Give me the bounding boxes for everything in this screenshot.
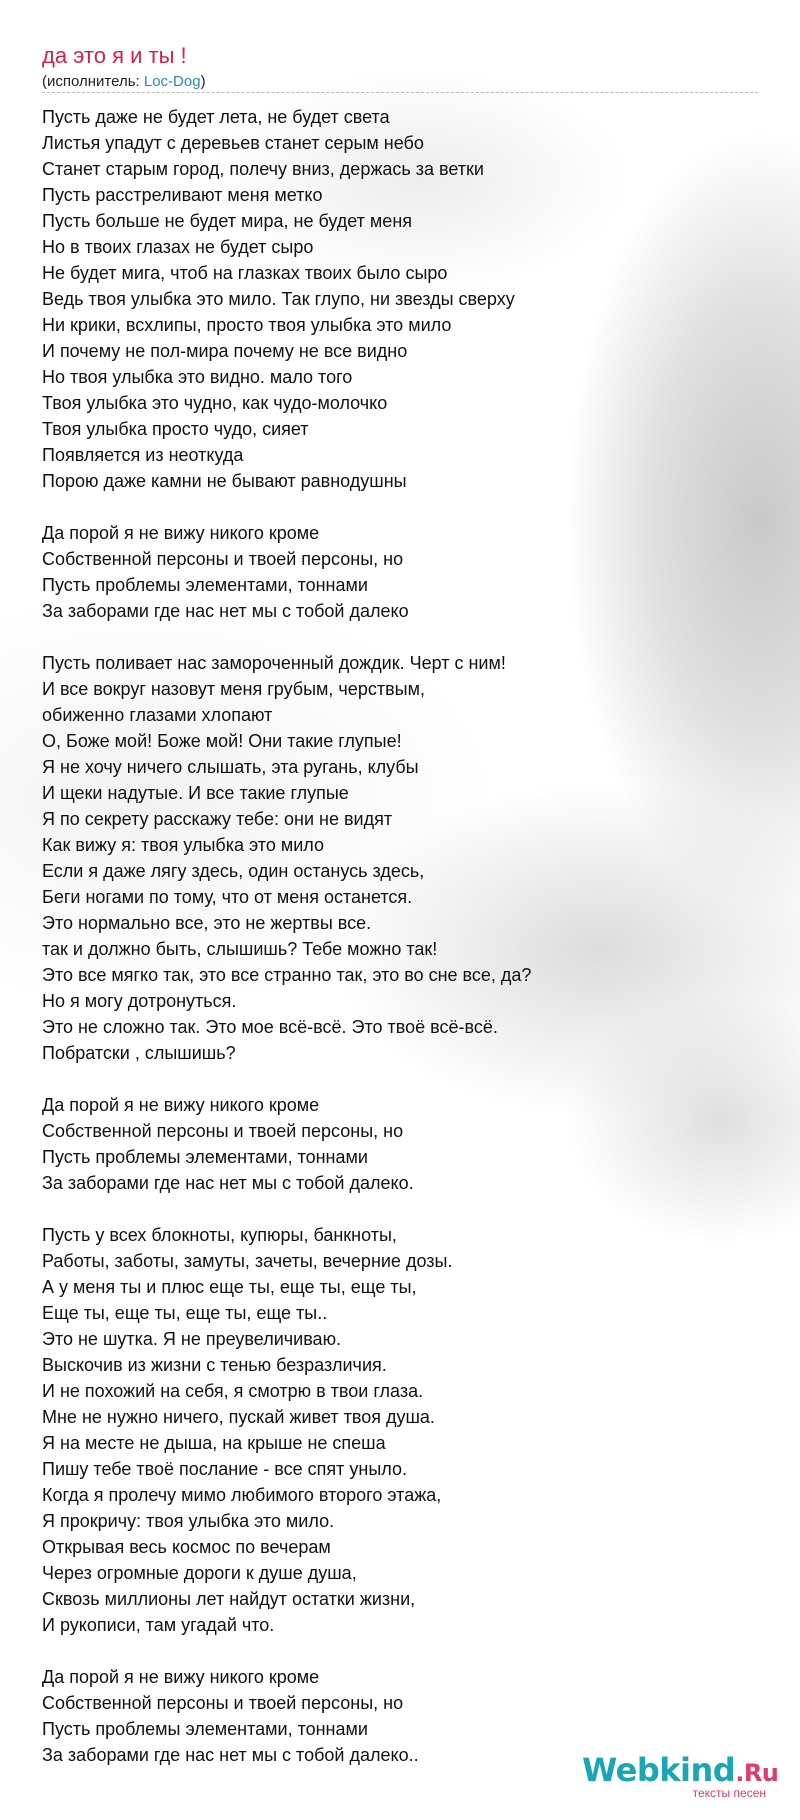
lyrics-line: Да порой я не вижу никого кроме bbox=[42, 1667, 320, 1687]
lyrics-line: Я прокричу: твоя улыбка это мило. bbox=[42, 1511, 335, 1531]
lyrics-line: Пишу тебе твоё послание - все спят уныло. bbox=[42, 1459, 408, 1479]
song-title: да это я и ты ! bbox=[42, 43, 187, 68]
lyrics-line: И почему не пол-мира почему не все видно bbox=[42, 341, 408, 361]
artist-line bbox=[42, 72, 758, 92]
lyrics-line: Пусть проблемы элементами, тоннами bbox=[42, 575, 368, 595]
lyrics-stanza bbox=[42, 1222, 758, 1638]
artist-prefix: (исполнитель: bbox=[42, 73, 144, 90]
lyrics-line: Я по секрету расскажу тебе: они не видят bbox=[42, 809, 393, 829]
lyrics-line: Я не хочу ничего слышать, эта ругань, клубы bbox=[42, 757, 419, 777]
lyrics-line: За заборами где нас нет мы с тобой далеко bbox=[42, 601, 409, 621]
artist-suffix: ) bbox=[200, 73, 206, 90]
lyrics-line: Ни крики, всхлипы, просто твоя улыбка это мило bbox=[42, 315, 452, 335]
lyrics-line: Это все мягко так, это все странно так, это во сне все, да? bbox=[42, 965, 532, 985]
lyrics-line: Пусть больше не будет мира, не будет меня bbox=[42, 211, 413, 231]
lyrics-line: Это нормально все, это не жертвы все. bbox=[42, 913, 372, 933]
lyrics-line: Твоя улыбка это чудно, как чудо-молочко bbox=[42, 393, 388, 413]
logo-name: Webkind bbox=[582, 1751, 736, 1789]
lyrics-line: Да порой я не вижу никого кроме bbox=[42, 523, 320, 543]
lyrics-stanza bbox=[42, 1092, 758, 1196]
lyrics-line: так и должно быть, слышишь? Тебе можно так! bbox=[42, 939, 438, 959]
lyrics-line: Появляется из неоткуда bbox=[42, 445, 244, 465]
lyrics-line: Когда я пролечу мимо любимого второго этажа, bbox=[42, 1485, 442, 1505]
lyrics-line: Но твоя улыбка это видно. мало того bbox=[42, 367, 353, 387]
lyrics-line: И все вокруг назовут меня грубым, черствым, bbox=[42, 679, 425, 699]
lyrics-line: Беги ногами по тому, что от меня останется. bbox=[42, 887, 413, 907]
lyrics-line: Собственной персоны и твоей персоны, но bbox=[42, 1693, 404, 1713]
lyrics-line: Листья упадут с деревьев станет серым небо bbox=[42, 133, 424, 153]
lyrics-line: Это не шутка. Я не преувеличиваю. bbox=[42, 1329, 342, 1349]
song-header bbox=[42, 42, 758, 92]
lyrics-line: Если я даже лягу здесь, один останусь здесь, bbox=[42, 861, 425, 881]
lyrics-line: Пусть расстреливают меня метко bbox=[42, 185, 323, 205]
lyrics-line: И рукописи, там угадай что. bbox=[42, 1615, 275, 1635]
site-logo[interactable] bbox=[582, 1751, 779, 1802]
lyrics-line: За заборами где нас нет мы с тобой далеко. bbox=[42, 1173, 414, 1193]
lyrics-line: Еще ты, еще ты, еще ты, еще ты.. bbox=[42, 1303, 328, 1323]
lyrics-line: И не похожий на себя, я смотрю в твои глаза. bbox=[42, 1381, 424, 1401]
logo-tagline: тексты песен bbox=[692, 1786, 766, 1800]
lyrics-stanza bbox=[42, 520, 758, 624]
lyrics-line: Ведь твоя улыбка это мило. Так глупо, ни звезды сверху bbox=[42, 289, 515, 309]
lyrics-line: И щеки надутые. И все такие глупые bbox=[42, 783, 349, 803]
lyrics-line: Собственной персоны и твоей персоны, но bbox=[42, 1121, 404, 1141]
lyrics-line: Пусть проблемы элементами, тоннами bbox=[42, 1147, 368, 1167]
lyrics-line: Но в твоих глазах не будет сыро bbox=[42, 237, 314, 257]
lyrics-line: Пусть проблемы элементами, тоннами bbox=[42, 1719, 368, 1739]
lyrics-line: Сквозь миллионы лет найдут остатки жизни, bbox=[42, 1589, 416, 1609]
lyrics-body bbox=[42, 104, 758, 1794]
lyrics-line: Не будет мига, чтоб на глазках твоих было сыро bbox=[42, 263, 448, 283]
lyrics-stanza bbox=[42, 104, 758, 494]
lyrics-line: Мне не нужно ничего, пускай живет твоя душа. bbox=[42, 1407, 435, 1427]
lyrics-line: Да порой я не вижу никого кроме bbox=[42, 1095, 320, 1115]
lyrics-line: Пусть у всех блокноты, купюры, банкноты, bbox=[42, 1225, 397, 1245]
artist-link[interactable]: Loc-Dog bbox=[143, 73, 201, 90]
lyrics-line: Как вижу я: твоя улыбка это мило bbox=[42, 835, 324, 855]
lyrics-line: Работы, заботы, замуты, зачеты, вечерние дозы. bbox=[42, 1251, 453, 1271]
lyrics-line: Я на месте не дыша, на крыше не спеша bbox=[42, 1433, 386, 1453]
lyrics-line: Собственной персоны и твоей персоны, но bbox=[42, 549, 404, 569]
lyrics-line: обиженно глазами хлопают bbox=[42, 705, 273, 725]
lyrics-line: Пусть поливает нас замороченный дождик. Черт с ним! bbox=[42, 653, 506, 673]
lyrics-line: А у меня ты и плюс еще ты, еще ты, еще ты, bbox=[42, 1277, 417, 1297]
lyrics-line: Пусть даже не будет лета, не будет света bbox=[42, 107, 390, 127]
lyrics-line: Выскочив из жизни с тенью безразличия. bbox=[42, 1355, 387, 1375]
lyrics-line: Порою даже камни не бывают равнодушны bbox=[42, 471, 407, 491]
lyrics-line: Станет старым город, полечу вниз, держась за ветки bbox=[42, 159, 484, 179]
lyrics-line: Твоя улыбка просто чудо, сияет bbox=[42, 419, 309, 439]
lyrics-stanza bbox=[42, 650, 758, 1066]
lyrics-line: Открывая весь космос по вечерам bbox=[42, 1537, 331, 1557]
lyrics-line: О, Боже мой! Боже мой! Они такие глупые! bbox=[42, 731, 402, 751]
lyrics-line: Но я могу дотронуться. bbox=[42, 991, 237, 1011]
lyrics-line: За заборами где нас нет мы с тобой далеко.. bbox=[42, 1745, 419, 1765]
lyrics-line: Это не сложно так. Это мое всё-всё. Это твоё всё-всё. bbox=[42, 1017, 498, 1037]
lyrics-line: Через огромные дороги к душе душа, bbox=[42, 1563, 357, 1583]
logo-tld: .Ru bbox=[735, 1759, 779, 1787]
header-divider bbox=[42, 92, 758, 93]
lyrics-line: Побратски , слышишь? bbox=[42, 1043, 236, 1063]
